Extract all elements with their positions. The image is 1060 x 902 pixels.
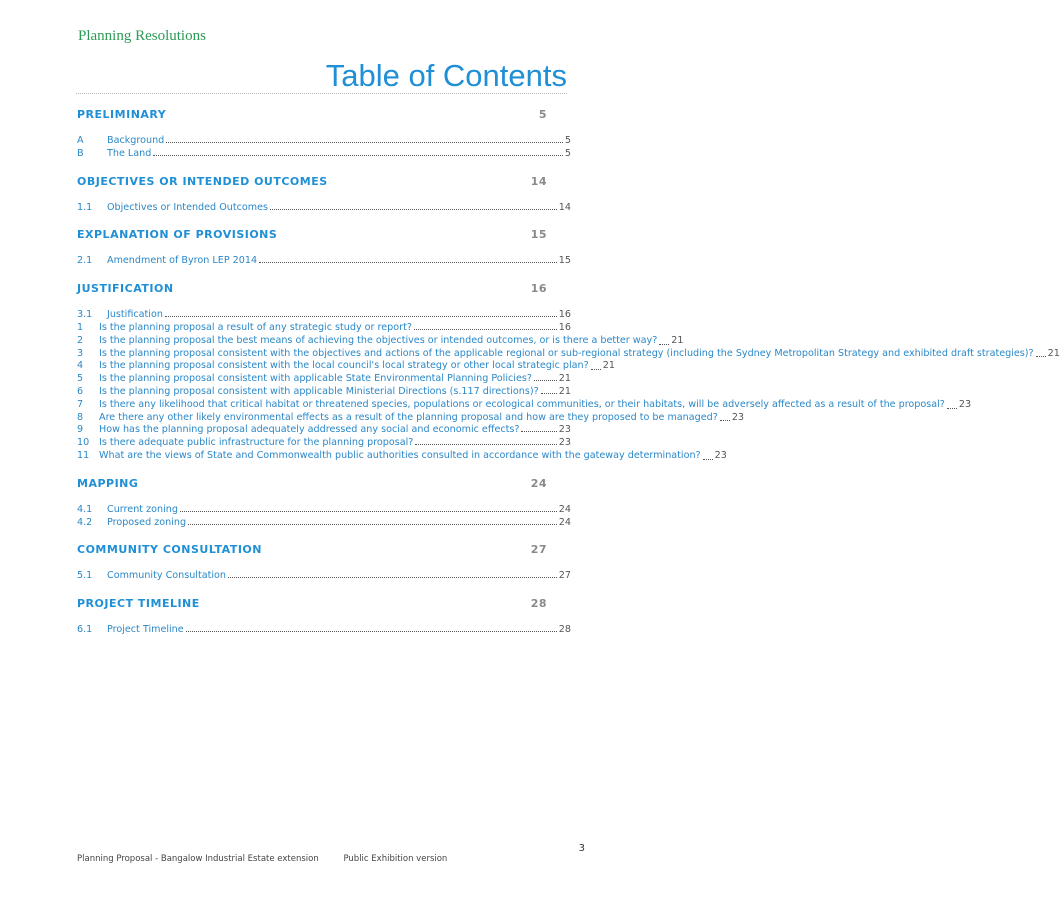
dot-leader <box>415 444 556 445</box>
toc-section <box>77 597 571 637</box>
entry-page-number: 23 <box>558 437 571 449</box>
toc-entry[interactable] <box>77 202 571 215</box>
entry-page-number: 23 <box>958 398 972 410</box>
toc-entry[interactable] <box>77 411 745 425</box>
section-heading-text: PRELIMINARY <box>77 108 167 121</box>
dot-leader <box>534 380 557 381</box>
entry-page-number: 21 <box>602 360 615 372</box>
entry-page-number: 16 <box>558 309 571 321</box>
toc-entry[interactable] <box>77 373 571 386</box>
entry-number: B <box>77 147 84 159</box>
entry-number: 11 <box>77 449 90 461</box>
dot-leader <box>720 420 730 421</box>
toc-entry[interactable] <box>77 255 571 268</box>
entry-text: Are there any other likely environmental effects as a result of the planning proposal and how are they proposed to be managed? <box>99 411 718 423</box>
toc-section-heading[interactable] <box>77 108 571 122</box>
toc-section-heading[interactable] <box>77 477 571 491</box>
toc-entry[interactable] <box>77 570 571 583</box>
entry-page-number: 21 <box>558 385 571 397</box>
title-divider <box>76 93 567 94</box>
entry-page-number: 28 <box>558 624 571 636</box>
entry-text: Is the planning proposal consistent with the local council's local strategy or other local strategic plan? <box>99 360 589 372</box>
toc-entry[interactable] <box>77 398 972 412</box>
entry-text: Proposed zoning <box>107 516 187 528</box>
dot-leader <box>703 459 713 460</box>
entry-page-number: 21 <box>1047 347 1060 359</box>
toc-section-heading[interactable] <box>77 228 571 242</box>
entry-number: 4.2 <box>77 516 93 528</box>
toc-section-heading[interactable] <box>77 597 571 611</box>
dot-leader <box>153 155 563 156</box>
entry-number: 4.1 <box>77 503 93 515</box>
entry-page-number: 16 <box>558 321 571 333</box>
toc-entry[interactable] <box>77 449 727 463</box>
dot-leader <box>228 577 557 578</box>
entry-number: 2.1 <box>77 255 93 267</box>
entry-page-number: 21 <box>671 334 684 346</box>
entry-page-number: 23 <box>714 449 727 461</box>
dot-leader <box>166 142 563 143</box>
toc-section-heading[interactable] <box>77 175 571 189</box>
toc-entry[interactable] <box>77 309 571 322</box>
footer-version: Public Exhibition version <box>343 854 448 864</box>
page-footer <box>77 854 447 864</box>
entry-number: 9 <box>77 424 84 436</box>
entry-number: 8 <box>77 411 84 423</box>
section-heading-text: JUSTIFICATION <box>77 282 174 296</box>
dot-leader <box>591 369 601 370</box>
dot-leader <box>541 393 557 394</box>
toc-section <box>77 477 571 530</box>
section-page-number: 15 <box>530 228 547 242</box>
entry-number: 5.1 <box>77 570 93 582</box>
dot-leader <box>188 524 557 525</box>
entry-text: Amendment of Byron LEP 2014 <box>107 255 258 267</box>
toc-entry[interactable] <box>77 135 571 148</box>
toc-entry[interactable] <box>77 437 571 450</box>
entry-text: Project Timeline <box>107 624 184 636</box>
entry-number: A <box>77 135 84 146</box>
entry-text: Is there any likelihood that critical habitat or threatened species, populations or ecological communities, or their habitats, will be adversely affected as a result of the proposal? <box>99 398 945 410</box>
entry-text: Justification <box>107 309 163 321</box>
toc-entry[interactable] <box>77 334 684 348</box>
section-heading-text: OBJECTIVES OR INTENDED OUTCOMES <box>77 174 328 188</box>
entry-text: Community Consultation <box>107 570 226 582</box>
dot-leader <box>270 209 557 210</box>
entry-number: 10 <box>77 437 90 449</box>
dot-leader <box>521 431 556 432</box>
entry-number: 1 <box>77 321 84 333</box>
entry-text: Background <box>107 135 165 146</box>
entry-text: Is there adequate public infrastructure for the planning proposal? <box>99 437 414 449</box>
entry-number: 5 <box>77 373 84 385</box>
toc-section-heading[interactable] <box>77 543 571 557</box>
entry-page-number: 15 <box>558 255 571 267</box>
toc-entry[interactable] <box>77 322 571 335</box>
toc-entry[interactable] <box>77 360 615 373</box>
toc-entry[interactable] <box>77 148 571 161</box>
entry-text: Is the planning proposal consistent with the objectives and actions of the applicable regional or sub-regional strategy (including the Sydney Metropolitan Strategy and exhibited draft strategies)? <box>99 347 1034 359</box>
entry-text: How has the planning proposal adequately addressed any social and economic effects? <box>99 424 520 436</box>
dot-leader <box>165 316 557 317</box>
brand-logo-text: Planning Resolutions <box>78 28 206 44</box>
section-page-number: 27 <box>530 543 547 557</box>
entry-page-number: 21 <box>558 373 571 385</box>
entry-number: 6 <box>77 385 84 397</box>
entry-text: Objectives or Intended Outcomes <box>107 201 268 213</box>
table-of-contents <box>77 108 1060 651</box>
toc-entry[interactable] <box>77 424 571 437</box>
entry-text: Is the planning proposal the best means of achieving the objectives or intended outcomes, or is there a better way? <box>99 334 658 346</box>
page-title: Table of Contents <box>325 58 567 93</box>
dot-leader <box>947 408 957 409</box>
toc-entry[interactable] <box>77 624 571 637</box>
entry-text: Is the planning proposal a result of any strategic study or report? <box>99 321 412 333</box>
entry-page-number: 24 <box>558 503 571 515</box>
entry-number: 3.1 <box>77 309 93 321</box>
section-page-number: 14 <box>530 174 547 188</box>
entry-page-number: 14 <box>558 201 571 213</box>
entry-number: 4 <box>77 360 84 372</box>
section-page-number: 5 <box>538 108 547 121</box>
toc-section-heading[interactable] <box>77 282 571 296</box>
toc-section <box>77 228 571 268</box>
section-heading-text: PROJECT TIMELINE <box>77 597 200 611</box>
footer-document-title: Planning Proposal - Bangalow Industrial Estate extension <box>77 854 319 864</box>
entry-page-number: 27 <box>558 570 571 582</box>
section-page-number: 28 <box>530 597 547 611</box>
section-heading-text: COMMUNITY CONSULTATION <box>77 543 262 557</box>
entry-number: 7 <box>77 398 84 410</box>
section-page-number: 24 <box>530 476 547 490</box>
toc-section <box>77 282 1060 463</box>
toc-entry[interactable] <box>77 504 571 517</box>
entry-page-number: 24 <box>558 516 571 528</box>
entry-number: 6.1 <box>77 624 93 636</box>
dot-leader <box>414 329 557 330</box>
entry-page-number: 23 <box>558 424 571 436</box>
toc-entry[interactable] <box>77 517 571 530</box>
dot-leader <box>259 262 557 263</box>
entry-page-number: 5 <box>564 135 571 146</box>
entry-page-number: 23 <box>731 411 745 423</box>
dot-leader <box>659 344 669 345</box>
entry-page-number: 5 <box>564 147 571 159</box>
toc-section <box>77 175 571 215</box>
entry-number: 3 <box>77 347 84 359</box>
entry-text: Is the planning proposal consistent with applicable Ministerial Directions (s.117 directions)? <box>99 385 539 397</box>
toc-entry[interactable] <box>77 386 571 399</box>
entry-text: The Land <box>107 147 152 159</box>
toc-entry[interactable] <box>77 347 1060 361</box>
dot-leader <box>180 511 557 512</box>
entry-number: 2 <box>77 334 84 346</box>
toc-section <box>77 108 571 161</box>
page-number: 3 <box>578 843 585 854</box>
section-heading-text: EXPLANATION OF PROVISIONS <box>77 228 278 242</box>
entry-text: What are the views of State and Commonwealth public authorities consulted in accordance with the gateway determination? <box>99 449 701 461</box>
entry-text: Current zoning <box>107 503 178 515</box>
section-heading-text: MAPPING <box>77 476 139 490</box>
dot-leader <box>186 631 557 632</box>
entry-text: Is the planning proposal consistent with applicable State Environmental Planning Policies? <box>99 373 532 385</box>
entry-number: 1.1 <box>77 201 93 213</box>
dot-leader <box>1036 356 1046 357</box>
section-page-number: 16 <box>530 282 547 296</box>
toc-section <box>77 543 571 583</box>
